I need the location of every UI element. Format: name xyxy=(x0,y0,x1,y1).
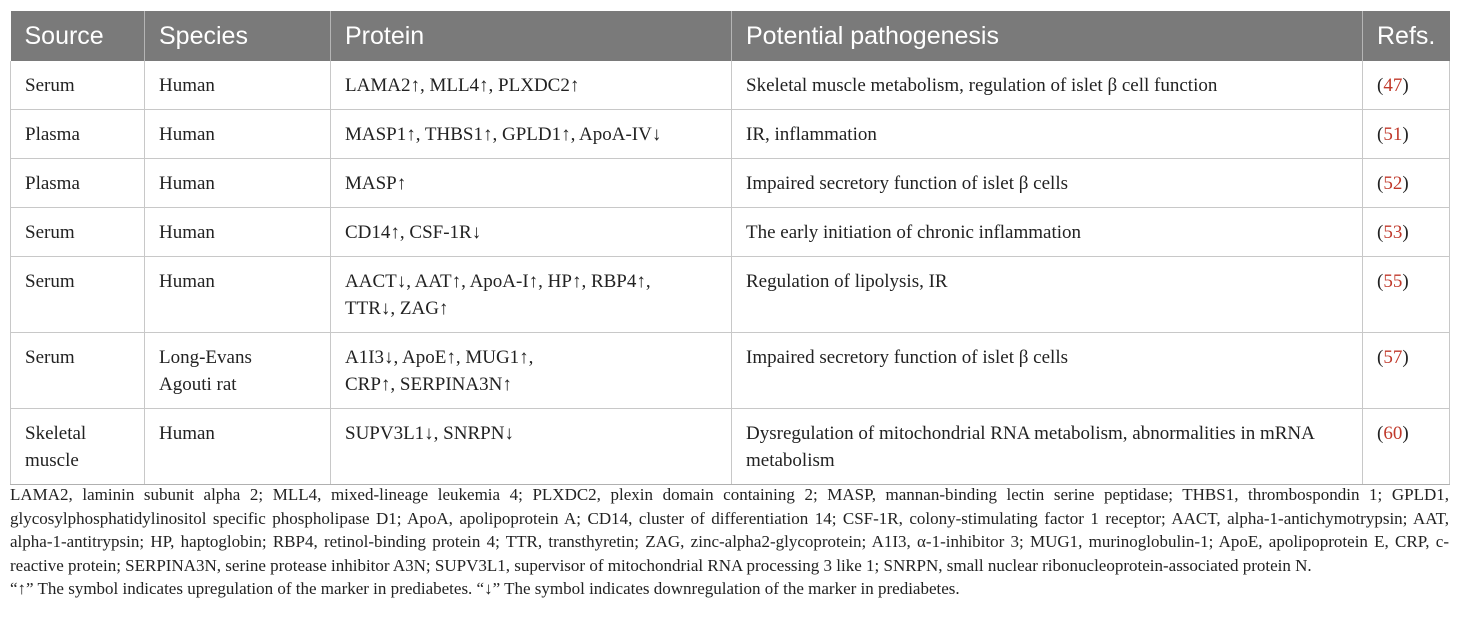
cell-species: Human xyxy=(145,159,331,208)
table-row xyxy=(11,409,1450,485)
cell-species: Human xyxy=(145,208,331,257)
ref-link[interactable]: 47 xyxy=(1383,75,1403,96)
cell-protein: SUPV3L1↓, SNRPN↓ xyxy=(331,409,732,485)
ref-link[interactable]: 60 xyxy=(1383,423,1403,444)
header-refs: Refs. xyxy=(1363,11,1450,61)
cell-protein: A1I3↓, ApoE↑, MUG1↑, CRP↑, SERPINA3N↑ xyxy=(331,333,732,409)
cell-source: Serum xyxy=(11,61,145,110)
cell-pathogenesis: IR, inflammation xyxy=(732,110,1363,159)
cell-species: Human xyxy=(145,257,331,333)
table-row xyxy=(11,159,1450,208)
table-row xyxy=(11,208,1450,257)
header-species: Species xyxy=(145,11,331,61)
cell-source: Serum xyxy=(11,333,145,409)
cell-ref: (52) xyxy=(1363,159,1450,208)
table-row xyxy=(11,257,1450,333)
ref-link[interactable]: 52 xyxy=(1383,173,1403,194)
ref-link[interactable]: 57 xyxy=(1383,347,1403,368)
protein-table xyxy=(10,11,1450,485)
cell-ref: (57) xyxy=(1363,333,1450,409)
table-row xyxy=(11,110,1450,159)
header-row xyxy=(11,11,1450,61)
cell-pathogenesis: Impaired secretory function of islet β cells xyxy=(732,159,1363,208)
table-row xyxy=(11,333,1450,409)
cell-pathogenesis: The early initiation of chronic inflammation xyxy=(732,208,1363,257)
cell-source: Plasma xyxy=(11,159,145,208)
cell-source: Serum xyxy=(11,257,145,333)
table-body xyxy=(11,61,1450,485)
header-protein: Protein xyxy=(331,11,732,61)
cell-source: Skeletal muscle xyxy=(11,409,145,485)
header-pathogenesis: Potential pathogenesis xyxy=(732,11,1363,61)
cell-species: Human xyxy=(145,110,331,159)
cell-protein: CD14↑, CSF-1R↓ xyxy=(331,208,732,257)
cell-pathogenesis: Skeletal muscle metabolism, regulation of islet β cell function xyxy=(732,61,1363,110)
cell-protein: AACT↓, AAT↑, ApoA-I↑, HP↑, RBP4↑, TTR↓, ZAG↑ xyxy=(331,257,732,333)
cell-protein: MASP↑ xyxy=(331,159,732,208)
cell-pathogenesis: Dysregulation of mitochondrial RNA metabolism, abnormalities in mRNA metabolism xyxy=(732,409,1363,485)
ref-link[interactable]: 53 xyxy=(1383,222,1403,243)
cell-source: Plasma xyxy=(11,110,145,159)
cell-ref: (53) xyxy=(1363,208,1450,257)
cell-source: Serum xyxy=(11,208,145,257)
table-footnotes xyxy=(10,483,1449,601)
table-row xyxy=(11,61,1450,110)
symbol-footnote: “↑” The symbol indicates upregulation of the marker in prediabetes. “↓” The symbol indicates downregulation of the marker in prediabetes. xyxy=(10,579,960,598)
protein-table-container xyxy=(10,11,1449,485)
ref-link[interactable]: 55 xyxy=(1383,271,1403,292)
header-source: Source xyxy=(11,11,145,61)
abbreviation-footnote: LAMA2, laminin subunit alpha 2; MLL4, mixed-lineage leukemia 4; PLXDC2, plexin domain containing 2; MASP, mannan-binding lectin serine peptidase; THBS1, thrombospondin 1; GPLD1, glycosylphosphatidylinositol specific phospholipase D1; ApoA, apolipoprotein A; CD14, cluster of differentiation 14; CSF-1R, colony-stimulating factor 1 receptor; AACT, alpha-1-antichymotrypsin; AAT, alpha-1-antitrypsin; HP, haptoglobin; RBP4, retinol-binding protein 4; TTR, transthyretin; ZAG, zinc-alpha2-glycoprotein; A1I3, α-1-inhibitor 3; MUG1, murinoglobulin-1; ApoE, apolipoprotein E, CRP, c-reactive protein; SERPINA3N, serine protease inhibitor A3N; SUPV3L1, supervisor of mitochondrial RNA processing 3 like 1; SNRPN, small nuclear ribonucleoprotein-associated protein N. xyxy=(10,485,1449,575)
cell-protein: LAMA2↑, MLL4↑, PLXDC2↑ xyxy=(331,61,732,110)
cell-ref: (47) xyxy=(1363,61,1450,110)
table-header xyxy=(11,11,1450,61)
cell-species: Long-Evans Agouti rat xyxy=(145,333,331,409)
ref-link[interactable]: 51 xyxy=(1383,124,1403,145)
cell-species: Human xyxy=(145,61,331,110)
cell-ref: (55) xyxy=(1363,257,1450,333)
cell-ref: (51) xyxy=(1363,110,1450,159)
cell-protein: MASP1↑, THBS1↑, GPLD1↑, ApoA-IV↓ xyxy=(331,110,732,159)
cell-pathogenesis: Regulation of lipolysis, IR xyxy=(732,257,1363,333)
cell-ref: (60) xyxy=(1363,409,1450,485)
cell-species: Human xyxy=(145,409,331,485)
cell-pathogenesis: Impaired secretory function of islet β cells xyxy=(732,333,1363,409)
